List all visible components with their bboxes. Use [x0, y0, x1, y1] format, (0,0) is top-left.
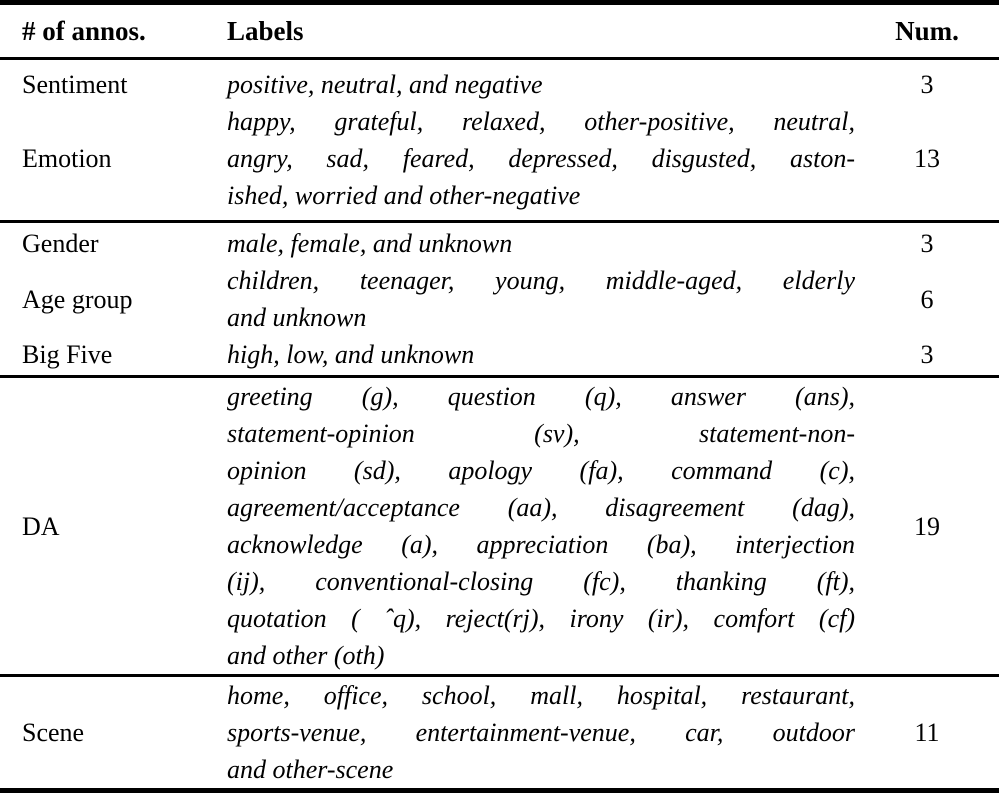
label-line: happy, grateful, relaxed, other-positive, neutral, [227, 107, 855, 136]
label-line: (ij), conventional-closing (fc), thanking (ft), [227, 567, 855, 596]
labels-cell [227, 225, 855, 262]
table-header-row [0, 5, 999, 57]
table-row [0, 66, 999, 103]
row-name: Big Five [22, 340, 113, 369]
label-line: ished, worried and other-negative [227, 181, 581, 210]
label-line: positive, neutral, and negative [227, 70, 543, 99]
num-value: 3 [920, 229, 934, 258]
row-name: Age group [22, 284, 133, 314]
labels-cell [227, 262, 855, 336]
table-group [0, 223, 999, 375]
table-row [0, 378, 999, 674]
row-name: Sentiment [22, 70, 128, 99]
table-row [0, 103, 999, 214]
label-line: and other (oth) [227, 641, 385, 670]
table-row [0, 336, 999, 373]
num-value: 11 [914, 718, 940, 747]
row-name: DA [22, 511, 60, 541]
label-line: greeting (g), question (q), answer (ans), [227, 382, 855, 411]
label-line: male, female, and unknown [227, 229, 513, 258]
table-row [0, 677, 999, 788]
col-header-labels: Labels [227, 16, 304, 46]
label-line: sports-venue, entertainment-venue, car, outdoor [227, 718, 855, 747]
table-row [0, 262, 999, 336]
labels-cell [227, 336, 855, 373]
num-value: 19 [914, 511, 940, 541]
row-name: Emotion [22, 144, 112, 173]
labels-cell [227, 378, 855, 674]
table-body [0, 60, 999, 788]
label-line: and unknown [227, 303, 367, 332]
num-value: 3 [920, 70, 934, 99]
label-line: acknowledge (a), appreciation (ba), interjection [227, 530, 855, 559]
num-value: 6 [920, 284, 934, 314]
labels-cell [227, 103, 855, 214]
row-name: Gender [22, 229, 99, 258]
label-line: high, low, and unknown [227, 340, 475, 369]
row-name: Scene [22, 718, 85, 747]
num-value: 3 [920, 340, 934, 369]
col-header-annos: # of annos. [22, 16, 146, 46]
table-row [0, 225, 999, 262]
label-line: and other-scene [227, 755, 394, 784]
label-line: opinion (sd), apology (fa), command (c), [227, 456, 855, 485]
label-line: statement-opinion (sv), statement-non- [227, 419, 855, 448]
table-group [0, 60, 999, 220]
table-group [0, 378, 999, 674]
label-line: quotation ( ˆq), reject(rj), irony (ir), comfort (cf) [227, 604, 855, 633]
num-value: 13 [914, 144, 940, 173]
label-line: children, teenager, young, middle-aged, elderly [227, 266, 855, 295]
label-line: agreement/acceptance (aa), disagreement (dag), [227, 493, 855, 522]
table-group [0, 677, 999, 788]
labels-cell [227, 66, 855, 103]
label-line: angry, sad, feared, depressed, disgusted, aston- [227, 144, 855, 173]
label-line: home, office, school, mall, hospital, restaurant, [227, 681, 855, 710]
bottom-rule [0, 788, 999, 793]
col-header-num: Num. [895, 16, 959, 46]
labels-cell [227, 677, 855, 788]
